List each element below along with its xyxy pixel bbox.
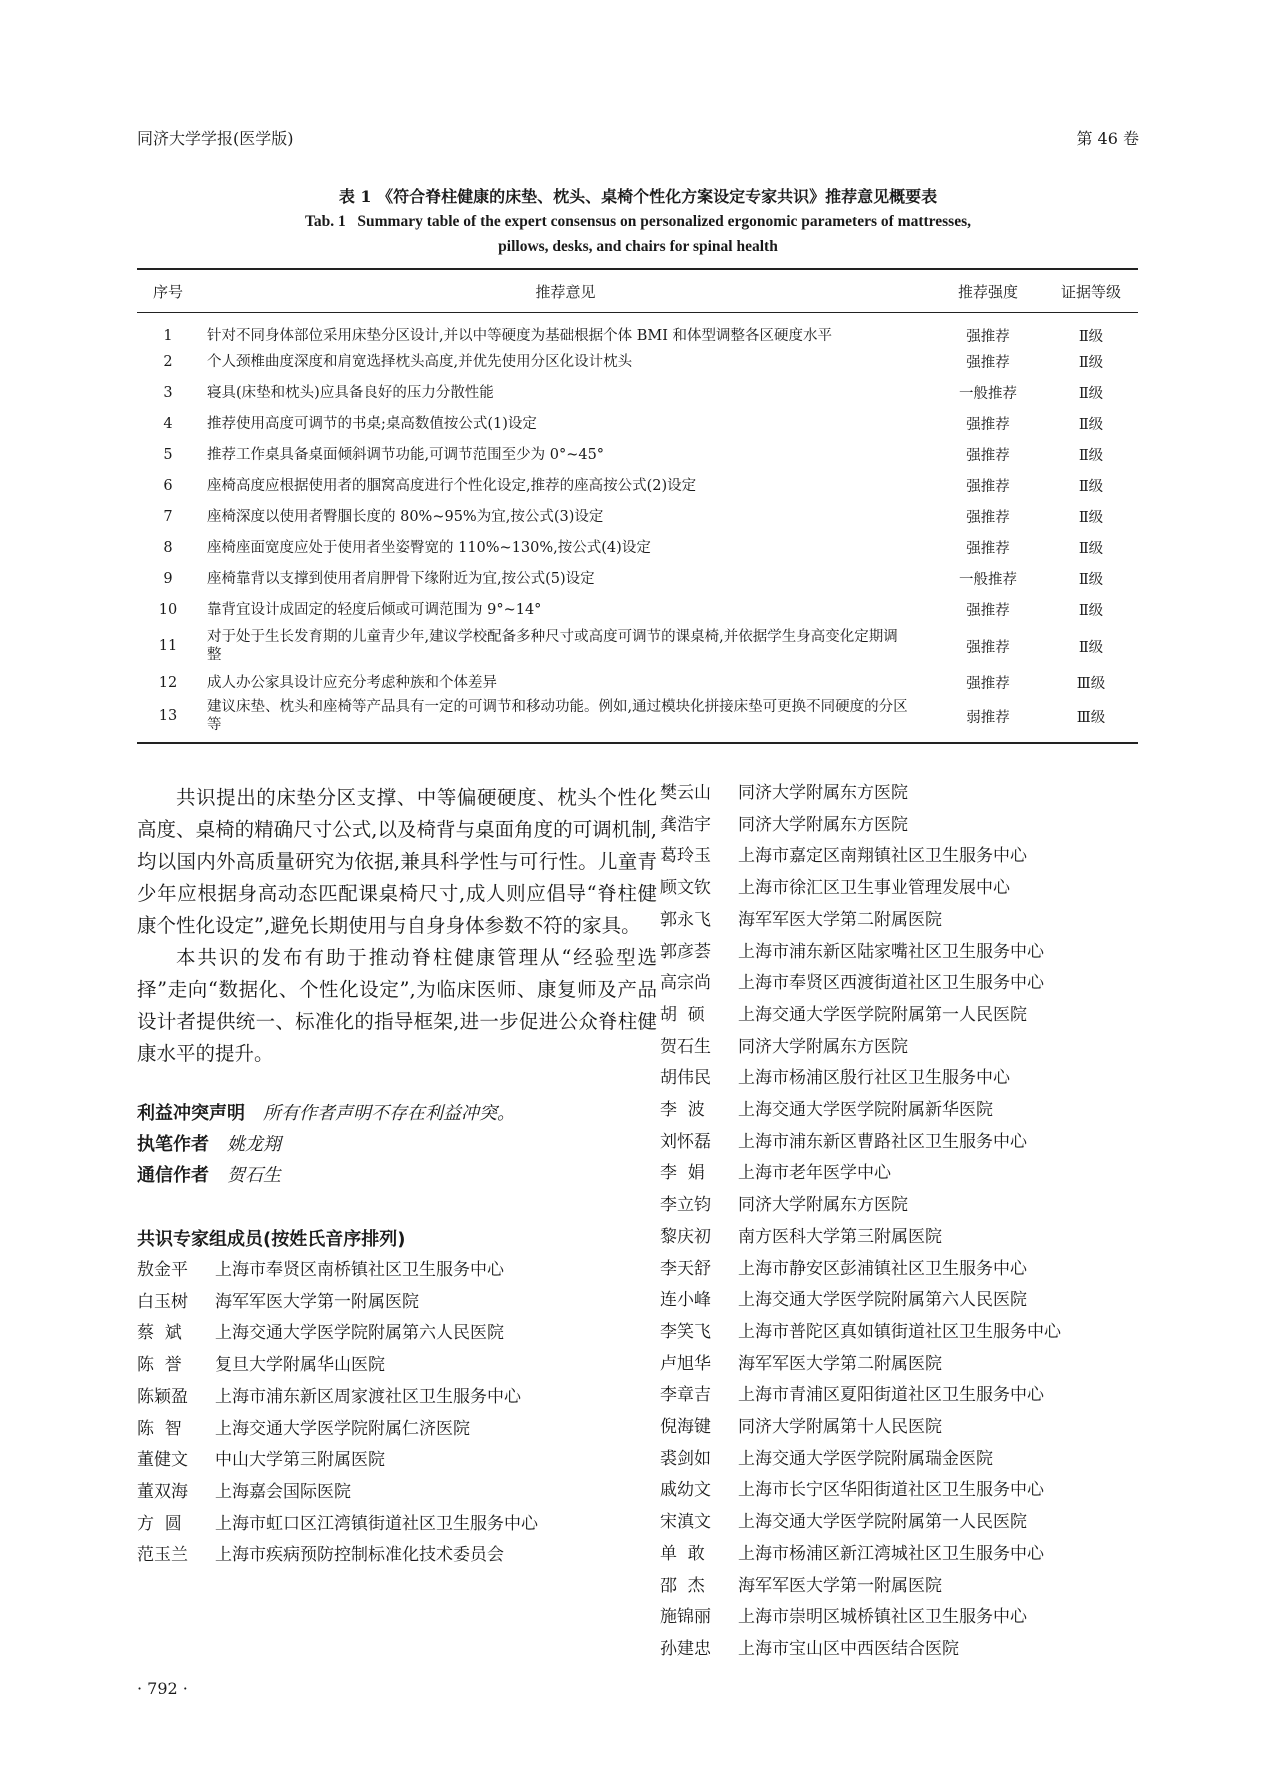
member-affiliation: 上海市老年医学中心: [738, 1163, 891, 1184]
row-evidence: Ⅱ级: [1078, 572, 1104, 588]
member-name: 龚浩宇: [660, 814, 711, 835]
row-evidence: Ⅱ级: [1078, 448, 1104, 464]
member-affiliation: 上海市奉贤区西渡街道社区卫生服务中心: [738, 973, 1044, 994]
row-recommendation: 寝具(床垫和枕头)应具备良好的压力分散性能: [207, 384, 494, 401]
member-name: 陈 誉: [137, 1355, 182, 1376]
table-header-row: [137, 270, 1138, 313]
table-row: [137, 346, 1138, 377]
row-recommendation: 座椅高度应根据使用者的腘窝高度进行个性化设定,推荐的座高按公式(2)设定: [207, 477, 697, 494]
table-row: [137, 532, 1138, 563]
member-entry: [137, 1287, 657, 1319]
member-name: 胡 硕: [660, 1004, 705, 1025]
row-evidence: Ⅱ级: [1078, 355, 1104, 371]
member-entry: [660, 1127, 1160, 1159]
member-name: 黎庆初: [660, 1226, 711, 1247]
declarations: [137, 1098, 657, 1191]
member-affiliation: 上海市虹口区江湾镇街道社区卫生服务中心: [215, 1513, 538, 1534]
member-name: 施锦丽: [660, 1607, 711, 1628]
row-no: 11: [158, 638, 178, 654]
member-name: 宋滇文: [660, 1512, 711, 1533]
row-strength: 强推荐: [966, 541, 1010, 557]
table-row: [137, 470, 1138, 501]
row-strength: 强推荐: [966, 639, 1010, 656]
member-name: 李天舒: [660, 1258, 711, 1279]
member-entry: [660, 1285, 1160, 1317]
members-list-left: [137, 1255, 657, 1572]
member-affiliation: 上海市杨浦区殷行社区卫生服务中心: [738, 1068, 1010, 1089]
running-head: [137, 126, 1139, 149]
member-entry: [660, 1095, 1160, 1127]
member-entry: [660, 1571, 1160, 1603]
members-list-right: [660, 778, 1160, 1666]
member-entry: [660, 968, 1160, 1000]
member-entry: [660, 1254, 1160, 1286]
member-affiliation: 同济大学附属第十人民医院: [738, 1417, 942, 1438]
row-no: 6: [163, 477, 173, 494]
member-name: 高宗尚: [660, 973, 711, 994]
member-affiliation: 上海市浦东新区陆家嘴社区卫生服务中心: [738, 941, 1044, 962]
member-name: 方 圆: [137, 1513, 182, 1534]
member-entry: [660, 1602, 1160, 1634]
member-affiliation: 上海市浦东新区曹路社区卫生服务中心: [738, 1131, 1027, 1152]
member-entry: [660, 905, 1160, 937]
row-recommendation: 建议床垫、枕头和座椅等产品具有一定的可调节和移动功能。例如,通过模块化拼接床垫可更换不同硬度的分区等: [207, 699, 908, 733]
member-affiliation: 上海交通大学医学院附属第六人民医院: [215, 1323, 504, 1344]
member-name: 邵 杰: [660, 1575, 705, 1596]
member-entry: [137, 1255, 657, 1287]
member-name: 贺石生: [660, 1036, 711, 1057]
member-affiliation: 上海市嘉定区南翔镇社区卫生服务中心: [738, 846, 1027, 867]
row-strength: 弱推荐: [966, 709, 1010, 726]
corresponding-label: 通信作者: [137, 1165, 209, 1186]
page-number: · 792 ·: [137, 1679, 188, 1698]
table-row: [137, 594, 1138, 625]
corresponding-author-statement: [137, 1160, 657, 1191]
member-affiliation: 上海嘉会国际医院: [215, 1481, 351, 1502]
member-entry: [137, 1318, 657, 1350]
member-affiliation: 上海交通大学医学院附属第一人民医院: [738, 1004, 1027, 1025]
member-affiliation: 上海市青浦区夏阳街道社区卫生服务中心: [738, 1385, 1044, 1406]
member-name: 胡伟民: [660, 1068, 711, 1089]
header-evidence: 证据等级: [1044, 270, 1138, 313]
member-entry: [660, 1507, 1160, 1539]
row-recommendation: 推荐工作桌具备桌面倾斜调节功能,可调节范围至少为 0°~45°: [207, 446, 605, 463]
row-evidence: Ⅱ级: [1078, 603, 1104, 619]
member-affiliation: 复旦大学附属华山医院: [215, 1355, 385, 1376]
table-caption-en-line1: Tab. 1 Summary table of the expert consensus on personalized ergonomic parameters of mattresses,: [304, 213, 971, 230]
member-name: 卢旭华: [660, 1353, 711, 1374]
left-column: [137, 782, 657, 1572]
row-no: 4: [163, 415, 173, 432]
member-name: 范玉兰: [137, 1545, 188, 1566]
row-strength: 强推荐: [966, 510, 1010, 526]
member-entry: [137, 1477, 657, 1509]
member-name: 李 娟: [660, 1163, 705, 1184]
conflict-label: 利益冲突声明: [137, 1103, 245, 1124]
member-name: 陈 智: [137, 1418, 182, 1439]
member-entry: [660, 1349, 1160, 1381]
conflict-text: 所有作者声明不存在利益冲突。: [263, 1103, 515, 1124]
row-no: 10: [158, 601, 178, 618]
member-affiliation: 上海市杨浦区新江湾城社区卫生服务中心: [738, 1543, 1044, 1564]
row-no: 12: [158, 674, 178, 691]
member-name: 顾文钦: [660, 878, 711, 899]
row-no: 13: [158, 708, 178, 724]
member-affiliation: 上海市普陀区真如镇街道社区卫生服务中心: [738, 1321, 1061, 1342]
row-no: 9: [163, 570, 173, 587]
table-row: [137, 377, 1138, 408]
table-row: [137, 698, 1138, 742]
member-affiliation: 海军军医大学第二附属医院: [738, 1353, 942, 1374]
member-entry: [660, 1634, 1160, 1666]
member-name: 董双海: [137, 1481, 188, 1502]
row-evidence: Ⅱ级: [1078, 417, 1104, 433]
member-entry: [137, 1382, 657, 1414]
row-no: 1: [163, 327, 173, 344]
writer-name: 姚龙翔: [227, 1134, 281, 1155]
member-entry: [660, 1475, 1160, 1507]
corresponding-name: 贺石生: [227, 1165, 281, 1186]
table-row: [137, 667, 1138, 698]
member-affiliation: 上海交通大学医学院附属第六人民医院: [738, 1290, 1027, 1311]
row-no: 3: [163, 384, 173, 401]
row-evidence: Ⅲ级: [1076, 676, 1106, 692]
writer-statement: [137, 1129, 657, 1160]
recommendation-table: [137, 268, 1138, 744]
member-name: 白玉树: [137, 1291, 188, 1312]
member-affiliation: 上海市崇明区城桥镇社区卫生服务中心: [738, 1607, 1027, 1628]
body-paragraph-1: 共识提出的床垫分区支撑、中等偏硬硬度、枕头个性化高度、桌椅的精确尺寸公式,以及椅背与桌面角度的可调机制,均以国内外高质量研究为依据,兼具科学性与可行性。儿童青少年应根据身高动态匹配课桌椅尺寸,成人则应倡导“脊柱健康个性化设定”,避免长期使用与自身身体参数不符的家具。: [137, 786, 657, 937]
table-row: [137, 439, 1138, 470]
member-entry: [660, 778, 1160, 810]
row-evidence: Ⅱ级: [1078, 639, 1104, 656]
member-name: 倪海键: [660, 1417, 711, 1438]
member-entry: [660, 1380, 1160, 1412]
header-strength: 推荐强度: [932, 270, 1044, 313]
member-affiliation: 同济大学附属东方医院: [738, 1195, 908, 1216]
member-name: 李 波: [660, 1100, 705, 1121]
member-entry: [660, 1539, 1160, 1571]
member-name: 敖金平: [137, 1260, 188, 1280]
member-affiliation: 同济大学附属东方医院: [738, 783, 908, 803]
member-affiliation: 上海交通大学医学院附属仁济医院: [215, 1418, 470, 1439]
member-name: 李章吉: [660, 1385, 711, 1406]
member-name: 戚幼文: [660, 1480, 711, 1501]
row-no: 2: [163, 353, 173, 370]
member-entry: [660, 1063, 1160, 1095]
row-strength: 强推荐: [966, 329, 1010, 345]
row-evidence: Ⅱ级: [1078, 329, 1104, 345]
member-affiliation: 同济大学附属东方医院: [738, 814, 908, 835]
member-affiliation: 上海交通大学医学院附属新华医院: [738, 1100, 993, 1121]
volume-number: 第 46 卷: [1076, 129, 1139, 148]
journal-title: 同济大学学报(医学版): [137, 129, 294, 148]
member-name: 郭彦荟: [660, 941, 711, 962]
member-entry: [137, 1445, 657, 1477]
member-name: 蔡 斌: [137, 1323, 182, 1344]
member-entry: [660, 1444, 1160, 1476]
row-recommendation: 靠背宜设计成固定的轻度后倾或可调范围为 9°~14°: [207, 601, 542, 618]
row-evidence: Ⅱ级: [1078, 510, 1104, 526]
row-strength: 强推荐: [966, 603, 1010, 619]
conflict-statement: [137, 1098, 657, 1129]
row-strength: 一般推荐: [959, 386, 1017, 402]
row-recommendation: 成人办公家具设计应充分考虑种族和个体差异: [207, 674, 497, 691]
header-recommendation: 推荐意见: [199, 270, 932, 313]
table-row: [137, 313, 1138, 347]
member-affiliation: 上海市疾病预防控制标准化技术委员会: [215, 1545, 504, 1566]
member-entry: [660, 1317, 1160, 1349]
row-recommendation: 座椅靠背以支撑到使用者肩胛骨下缘附近为宜,按公式(5)设定: [207, 570, 595, 587]
member-entry: [660, 1412, 1160, 1444]
member-name: 刘怀磊: [660, 1131, 711, 1152]
member-name: 裘剑如: [660, 1448, 711, 1469]
table-caption-zh: 表 1 《符合脊柱健康的床垫、枕头、桌椅个性化方案设定专家共识》推荐意见概要表: [338, 187, 938, 206]
row-recommendation: 针对不同身体部位采用床垫分区设计,并以中等硬度为基础根据个体 BMI 和体型调整各区硬度水平: [207, 327, 833, 344]
member-affiliation: 上海市奉贤区南桥镇社区卫生服务中心: [215, 1260, 504, 1280]
member-entry: [660, 937, 1160, 969]
member-name: 李立钧: [660, 1195, 711, 1216]
member-name: 董健文: [137, 1450, 188, 1471]
member-entry: [660, 1000, 1160, 1032]
member-affiliation: 海军军医大学第一附属医院: [215, 1291, 419, 1312]
row-recommendation: 推荐使用高度可调节的书桌;桌高数值按公式(1)设定: [207, 415, 537, 432]
member-name: 单 敢: [660, 1543, 705, 1564]
row-strength: 强推荐: [966, 676, 1010, 692]
row-strength: 强推荐: [966, 479, 1010, 495]
member-name: 郭永飞: [660, 909, 711, 930]
table-row: [137, 625, 1138, 667]
member-affiliation: 上海交通大学医学院附属第一人民医院: [738, 1512, 1027, 1533]
row-no: 5: [163, 446, 173, 463]
member-name: 樊云山: [660, 783, 711, 803]
member-entry: [660, 1222, 1160, 1254]
row-recommendation: 个人颈椎曲度深度和肩宽选择枕头高度,并优先使用分区化设计枕头: [207, 353, 633, 370]
row-strength: 一般推荐: [959, 572, 1017, 588]
row-no: 7: [163, 508, 173, 525]
member-affiliation: 上海市宝山区中西医结合医院: [738, 1638, 959, 1659]
table-row: [137, 563, 1138, 594]
row-evidence: Ⅲ级: [1076, 709, 1106, 726]
member-affiliation: 南方医科大学第三附属医院: [738, 1226, 942, 1247]
member-entry: [660, 873, 1160, 905]
row-evidence: Ⅱ级: [1078, 541, 1104, 557]
member-name: 陈颖盈: [137, 1386, 188, 1407]
member-affiliation: 海军军医大学第二附属医院: [738, 909, 942, 930]
member-name: 连小峰: [660, 1290, 711, 1311]
members-title: 共识专家组成员(按姓氏音序排列): [137, 1229, 406, 1250]
member-entry: [660, 1190, 1160, 1222]
writer-label: 执笔作者: [137, 1134, 209, 1155]
member-name: 孙建忠: [660, 1638, 711, 1659]
member-affiliation: 中山大学第三附属医院: [215, 1450, 385, 1471]
row-evidence: Ⅱ级: [1078, 479, 1104, 495]
member-affiliation: 上海市徐汇区卫生事业管理发展中心: [738, 878, 1010, 899]
member-affiliation: 上海市浦东新区周家渡社区卫生服务中心: [215, 1386, 521, 1407]
row-recommendation: 座椅深度以使用者臀腘长度的 80%~95%为宜,按公式(3)设定: [207, 508, 604, 525]
table-caption: [137, 184, 1139, 259]
row-strength: 强推荐: [966, 448, 1010, 464]
row-recommendation: 对于处于生长发育期的儿童青少年,建议学校配备多种尺寸或高度可调节的课桌椅,并依据学生身高变化定期调整: [207, 629, 898, 663]
member-affiliation: 上海市长宁区华阳街道社区卫生服务中心: [738, 1480, 1044, 1501]
body-paragraph-2: 本共识的发布有助于推动脊柱健康管理从“经验型选择”走向“数据化、个性化设定”,为临床医师、康复师及产品设计者提供统一、标准化的指导框架,进一步促进公众脊柱健康水平的提升。: [137, 946, 657, 1065]
row-no: 8: [163, 539, 173, 556]
member-name: 葛玲玉: [660, 846, 711, 867]
table-caption-en-line2: pillows, desks, and chairs for spinal health: [498, 238, 778, 255]
header-no: 序号: [137, 270, 199, 313]
member-entry: [660, 841, 1160, 873]
member-affiliation: 海军军医大学第一附属医院: [738, 1575, 942, 1596]
table-row: [137, 501, 1138, 532]
member-entry: [137, 1414, 657, 1446]
row-strength: 强推荐: [966, 417, 1010, 433]
row-evidence: Ⅱ级: [1078, 386, 1104, 402]
member-affiliation: 上海市静安区彭浦镇社区卫生服务中心: [738, 1258, 1027, 1279]
row-strength: 强推荐: [966, 355, 1010, 371]
member-entry: [660, 1158, 1160, 1190]
row-recommendation: 座椅座面宽度应处于使用者坐姿臀宽的 110%~130%,按公式(4)设定: [207, 539, 651, 556]
member-entry: [137, 1540, 657, 1572]
member-entry: [660, 810, 1160, 842]
member-entry: [137, 1350, 657, 1382]
table-row: [137, 408, 1138, 439]
member-affiliation: 上海交通大学医学院附属瑞金医院: [738, 1448, 993, 1469]
member-affiliation: 同济大学附属东方医院: [738, 1036, 908, 1057]
member-entry: [660, 1032, 1160, 1064]
member-name: 李笑飞: [660, 1321, 711, 1342]
member-entry: [137, 1509, 657, 1541]
